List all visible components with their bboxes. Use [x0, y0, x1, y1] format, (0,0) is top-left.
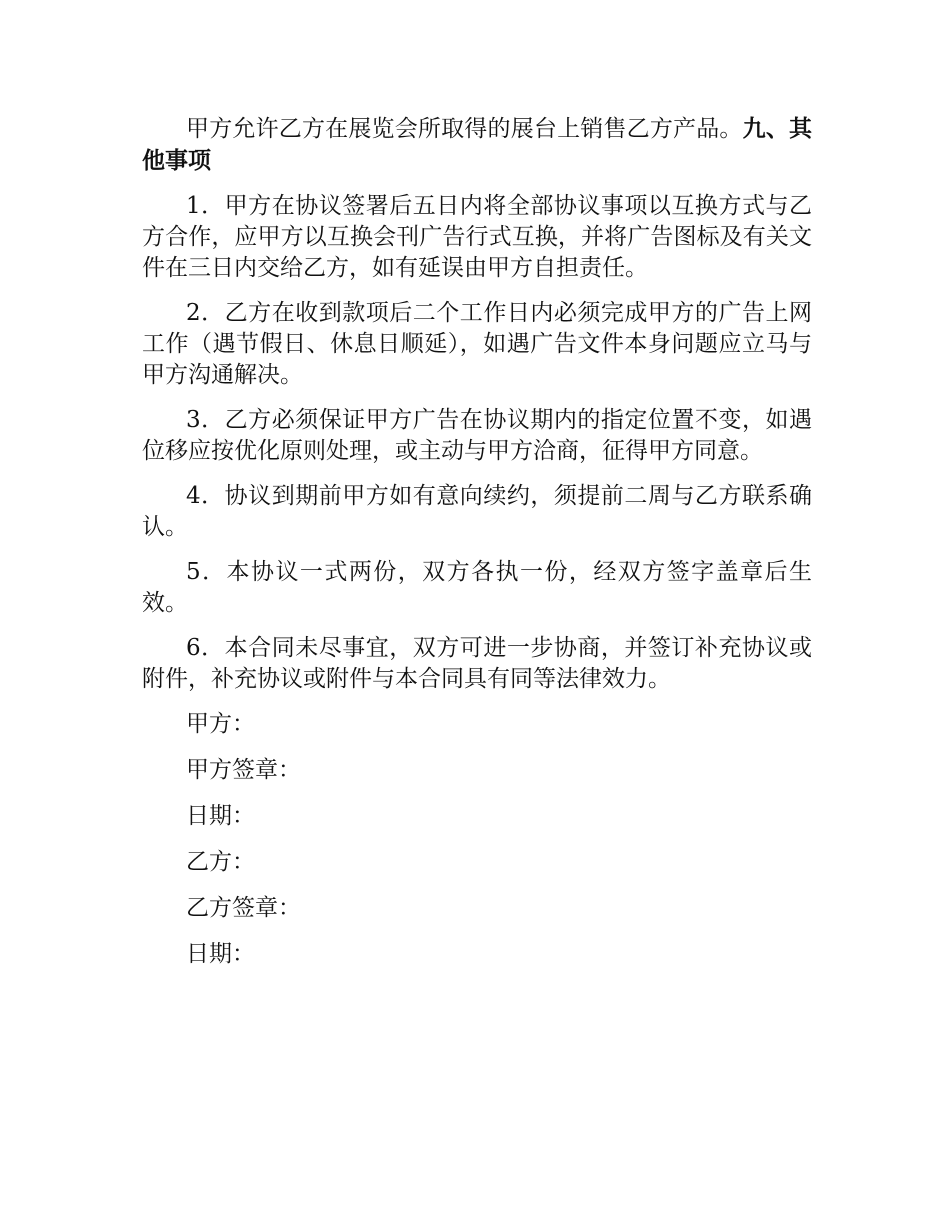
party-a-date-label: 日期：: [186, 803, 255, 829]
item-1: 1．甲方在协议签署后五日内将全部协议事项以互换方式与乙方合作，应甲方以互换会刊广告行式互换，并将广告图标及有关文件在三日内交给乙方，如有延误由甲方自担责任。: [142, 193, 812, 281]
item-3: 3．乙方必须保证甲方广告在协议期内的指定位置不变，如遇位移应按优化原则处理，或主动与甲方洽商，征得甲方同意。: [142, 407, 812, 464]
party-a-label: 甲方：: [186, 711, 255, 737]
item-5: 5．本协议一式两份，双方各执一份，经双方签字盖章后生效。: [142, 559, 812, 616]
item-6: 6．本合同未尽事宜，双方可进一步协商，并签订补充协议或附件，补充协议或附件与本合同具有同等法律效力。: [142, 635, 812, 692]
intro-paragraph: [142, 113, 812, 177]
document-page: [142, 113, 812, 985]
section-heading: 九、其他事项: [142, 115, 813, 174]
intro-text: 甲方允许乙方在展览会所取得的展台上销售乙方产品。: [186, 116, 743, 142]
party-b-seal-label: 乙方签章：: [186, 895, 301, 921]
item-2: 2．乙方在收到款项后二个工作日内必须完成甲方的广告上网工作（遇节假日、休息日顺延），如遇广告文件本身问题应立马与甲方沟通解决。: [142, 300, 812, 388]
item-4: 4．协议到期前甲方如有意向续约，须提前二周与乙方联系确认。: [142, 483, 812, 540]
party-b-date-label: 日期：: [186, 941, 255, 967]
party-a-seal-label: 甲方签章：: [186, 757, 301, 783]
party-b-label: 乙方：: [186, 849, 255, 875]
